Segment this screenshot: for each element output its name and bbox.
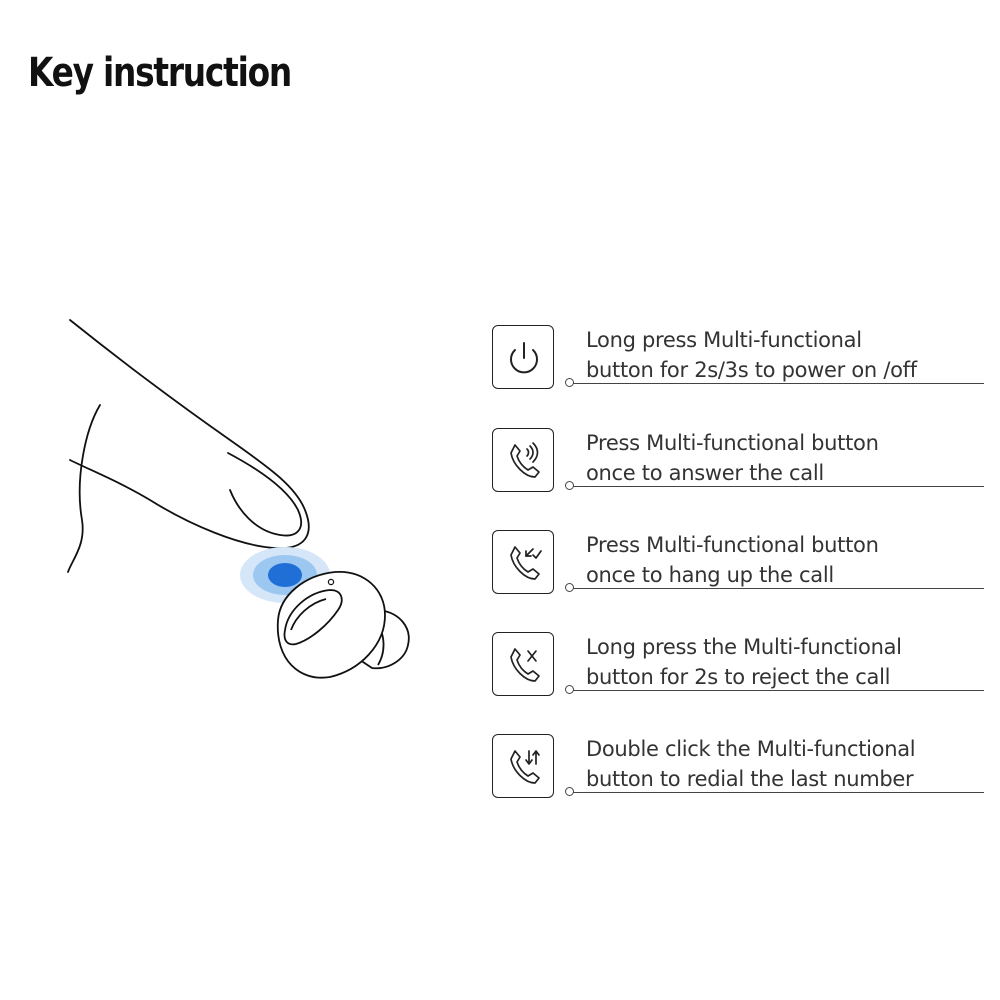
leader-dot — [565, 481, 574, 490]
leader-dot — [565, 685, 574, 694]
instruction-line-1: Press Multi-functional button — [586, 533, 879, 557]
instruction-line-1: Press Multi-functional button — [586, 431, 879, 455]
hang-up-call-icon — [493, 531, 555, 595]
icon-box — [492, 428, 554, 492]
instruction-line-2: button to redial the last number — [586, 767, 914, 791]
instruction-row-power — [490, 325, 985, 405]
power-icon — [493, 326, 555, 390]
leader-line — [570, 792, 984, 793]
page-title: Key instruction — [28, 50, 292, 96]
leader-dot — [565, 787, 574, 796]
leader-line — [570, 486, 984, 487]
icon-box — [492, 325, 554, 389]
instruction-line-1: Long press Multi-functional — [586, 328, 862, 352]
redial-icon — [493, 735, 555, 799]
reject-call-icon — [493, 633, 555, 697]
instruction-line-2: button for 2s/3s to power on /off — [586, 358, 917, 382]
icon-box — [492, 530, 554, 594]
instruction-row-answer-call — [490, 428, 985, 508]
press-glow-inner — [268, 563, 302, 587]
icon-box — [492, 734, 554, 798]
instruction-line-1: Double click the Multi-functional — [586, 737, 916, 761]
finger-pressing-earbud-illustration — [60, 310, 440, 700]
leader-dot — [565, 583, 574, 592]
answer-call-icon — [493, 429, 555, 493]
instruction-row-hang-up — [490, 530, 985, 610]
instruction-line-2: button for 2s to reject the call — [586, 665, 891, 689]
instruction-row-reject-call — [490, 632, 985, 712]
leader-line — [570, 383, 984, 384]
leader-dot — [565, 378, 574, 387]
instruction-line-2: once to answer the call — [586, 461, 824, 485]
finger-outline — [70, 320, 309, 548]
instruction-line-2: once to hang up the call — [586, 563, 834, 587]
instruction-line-1: Long press the Multi-functional — [586, 635, 902, 659]
leader-line — [570, 588, 984, 589]
icon-box — [492, 632, 554, 696]
instruction-row-redial — [490, 734, 985, 814]
leader-line — [570, 690, 984, 691]
